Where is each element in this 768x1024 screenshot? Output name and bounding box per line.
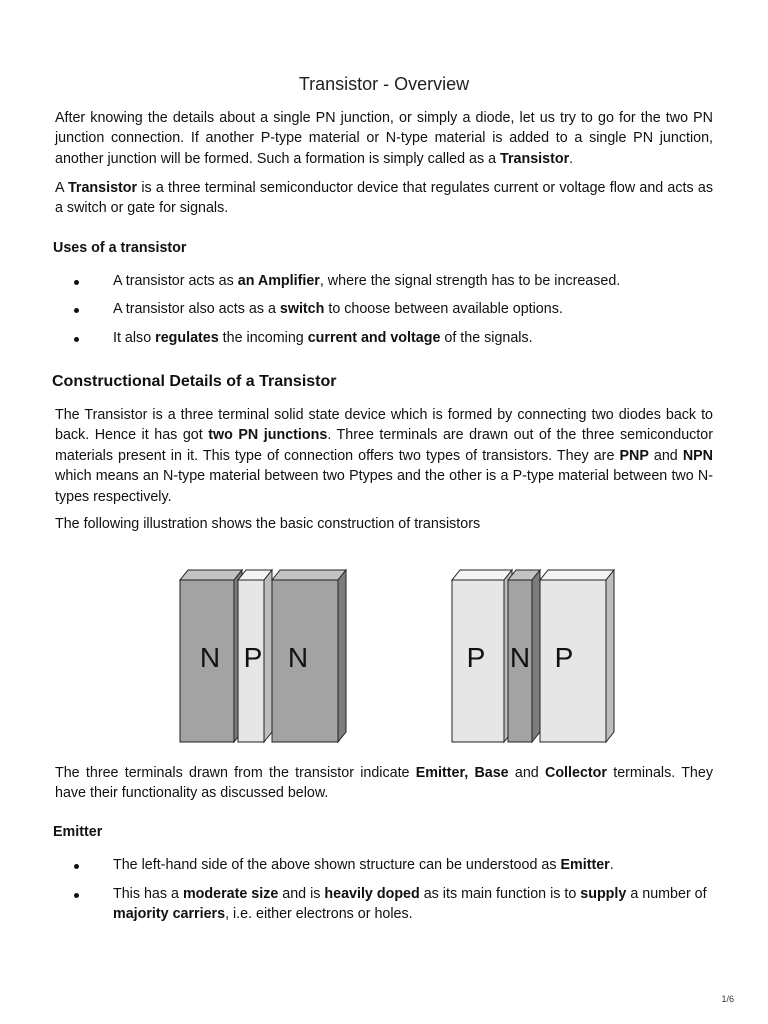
page-title: Transistor - Overview — [298, 74, 470, 94]
item-bold: heavily doped — [324, 886, 420, 902]
npn-label-right: N — [287, 642, 309, 673]
item-text: a number of — [626, 886, 707, 902]
intro-bold-transistor: Transistor — [500, 150, 570, 167]
para-bold: Emitter, Base — [415, 765, 509, 781]
para-text: which means an N-type material between two Ptypes and the other is a P-type material between two N-types respectively. — [55, 468, 713, 505]
item-text: to choose between available options. — [324, 301, 563, 317]
bullet-icon — [74, 864, 79, 869]
bullet-icon — [74, 337, 79, 342]
page-number: 1/6 — [721, 994, 734, 1004]
para-bold: Collector — [545, 765, 607, 781]
intro-paragraph-1 — [55, 108, 713, 169]
para-text: and — [508, 765, 545, 781]
list-item — [0, 855, 768, 879]
bullet-icon — [74, 893, 79, 898]
item-text: and is — [278, 886, 325, 902]
item-bold: moderate size — [182, 886, 279, 902]
para-bold: two PN junctions — [208, 427, 328, 444]
item-bold: supply — [580, 886, 627, 902]
npn-label-left: N — [199, 642, 221, 673]
p2-rest: is a three terminal semiconductor device that regulates current or voltage flow and acts as a switch or gate for signals. — [55, 180, 713, 217]
item-text: , i.e. either electrons or holes. — [225, 906, 413, 923]
item-text: A transistor acts as — [113, 273, 238, 289]
list-item — [0, 328, 768, 352]
para-text: The three terminals drawn from the transistor indicate — [55, 765, 416, 781]
item-text: It also — [113, 330, 156, 346]
intro-end: . — [569, 150, 574, 167]
item-bold: regulates — [155, 330, 219, 346]
list-item — [0, 299, 768, 323]
npn-block-right — [272, 570, 346, 742]
pnp-label-right: P — [554, 642, 574, 673]
npn-label-mid: P — [243, 642, 263, 673]
item-bold: an Amplifier — [237, 273, 320, 289]
construction-heading: Constructional Details of a Transistor — [52, 373, 337, 390]
npn-diagram — [176, 566, 356, 746]
bullet-icon — [74, 280, 79, 285]
bullet-icon — [74, 308, 79, 313]
emitter-heading: Emitter — [53, 824, 103, 840]
para-text: . Three terminals are drawn out of the three semiconductor materials present in it. This type of connection offers two types of transistors. They are — [55, 427, 713, 464]
para-bold: PNP — [619, 447, 649, 464]
p2-bold-transistor: Transistor — [67, 180, 138, 196]
pnp-label-mid: N — [509, 642, 531, 673]
item-text: as its main function is to — [419, 886, 581, 902]
item-bold: majority carriers — [113, 906, 226, 923]
item-text: A transistor also acts as a — [113, 301, 280, 317]
intro-paragraph-2 — [55, 178, 713, 219]
item-text: . — [609, 857, 614, 873]
list-item — [0, 884, 768, 928]
para-bold: NPN — [682, 447, 713, 464]
uses-heading: Uses of a transistor — [53, 240, 187, 256]
terminals-paragraph — [55, 763, 713, 804]
para-text: terminals. They have their functionality as discussed below. — [55, 765, 713, 802]
pnp-label-left: P — [466, 642, 486, 673]
item-text: This has a — [113, 886, 183, 902]
p2-start: A — [55, 180, 68, 196]
list-item — [0, 271, 768, 295]
item-text: of the signals. — [440, 330, 533, 346]
item-text: the incoming — [218, 330, 308, 346]
item-bold: current and voltage — [307, 330, 441, 346]
item-bold: Emitter — [560, 857, 610, 873]
construction-paragraph — [55, 405, 713, 507]
para-text: The Transistor is a three terminal solid state device which is formed by connecting two diodes back to back. Hence it has got — [55, 407, 713, 444]
item-text: , where the signal strength has to be increased. — [319, 273, 621, 289]
intro-text: After knowing the details about a single PN junction, or simply a diode, let us try to go for the two PN junction connection. If another P-type material or N-type material is added to a single PN junction, another junction will be formed. Such a formation is simply called as a — [55, 110, 713, 167]
item-bold: switch — [279, 301, 325, 317]
para-text: and — [648, 447, 683, 464]
pnp-block-right — [540, 570, 614, 742]
illustration-caption: The following illustration shows the basic construction of transistors — [55, 516, 481, 532]
item-text: The left-hand side of the above shown structure can be understood as — [113, 857, 561, 873]
pnp-diagram — [448, 566, 628, 746]
